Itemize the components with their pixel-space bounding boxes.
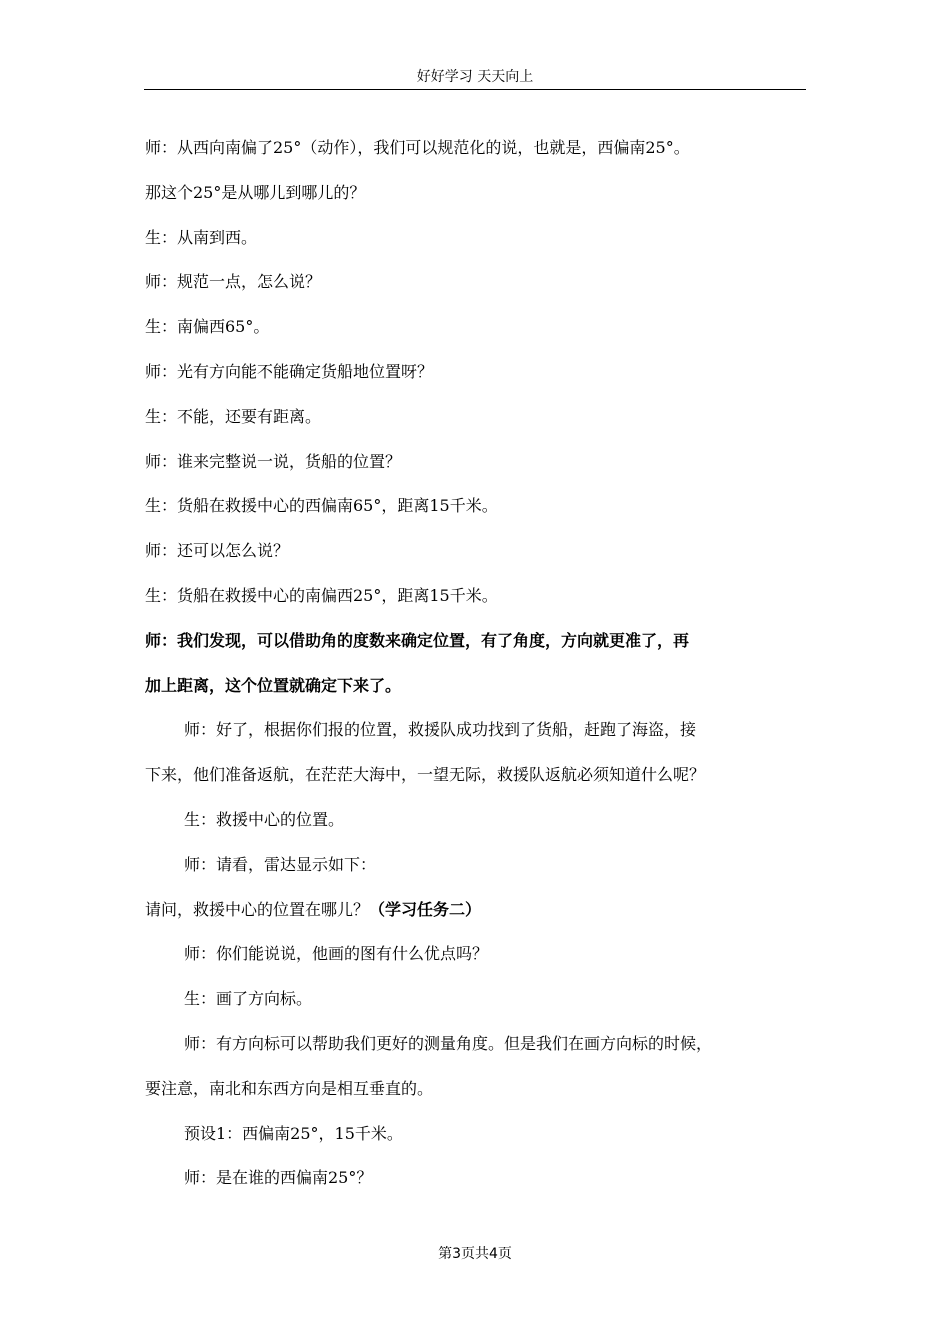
paragraph-line: 预设1：西偏南25°，15千米。 [184, 1123, 403, 1143]
paragraph-line: 生：南偏西65°。 [145, 317, 270, 337]
paragraph-line: 生：救援中心的位置。 [184, 809, 345, 829]
task-label: （学习任务二） [369, 899, 482, 919]
paragraph-line: 生：画了方向标。 [184, 989, 313, 1009]
paragraph-line: 要注意，南北和东西方向是相互垂直的。 [145, 1078, 434, 1098]
page-header [144, 67, 806, 90]
paragraph-line: 师：光有方向能不能确定货船地位置呀？ [145, 361, 434, 381]
header-text: 好好学习 天天向上 [416, 69, 534, 85]
paragraph-line: 生：货船在救援中心的南偏西25°，距离15千米。 [145, 585, 498, 605]
question-text: 请问，救援中心的位置在哪儿？ [145, 899, 370, 919]
bold-summary-line: 加上距离，这个位置就确定下来了。 [145, 675, 402, 695]
paragraph-line: 师：还可以怎么说？ [145, 541, 290, 561]
paragraph-line: 师：你们能说说，他画的图有什么优点吗？ [184, 944, 489, 964]
paragraph-line: 生：不能，还要有距离。 [145, 406, 322, 426]
paragraph-line: 下来，他们准备返航，在茫茫大海中，一望无际，救援队返航必须知道什么呢？ [145, 765, 706, 785]
paragraph-line: 师：好了，根据你们报的位置，救援队成功找到了货船，赶跑了海盗，接 [184, 720, 697, 740]
paragraph-line: 师：规范一点，怎么说？ [145, 272, 322, 292]
paragraph-line: 那这个25°是从哪儿到哪儿的？ [145, 182, 366, 202]
page-number: 第3页共4页 [438, 1246, 512, 1262]
paragraph-line: 生：从南到西。 [145, 227, 258, 247]
page-footer [0, 1244, 950, 1264]
paragraph-line: 师：请看，雷达显示如下： [184, 854, 377, 874]
paragraph-line: 师：是在谁的西偏南25°？ [184, 1168, 373, 1188]
paragraph-line [145, 888, 807, 933]
document-body [145, 126, 807, 1201]
paragraph-line: 师：有方向标可以帮助我们更好的测量角度。但是我们在画方向标的时候， [184, 1033, 713, 1053]
paragraph-line: 师：谁来完整说一说，货船的位置？ [145, 451, 402, 471]
bold-summary-line: 师：我们发现，可以借助角的度数来确定位置，有了角度，方向就更准了，再 [145, 630, 690, 650]
paragraph-line: 生：货船在救援中心的西偏南65°，距离15千米。 [145, 496, 498, 516]
paragraph-line: 师：从西向南偏了25°（动作），我们可以规范化的说，也就是，西偏南25°。 [145, 138, 690, 157]
